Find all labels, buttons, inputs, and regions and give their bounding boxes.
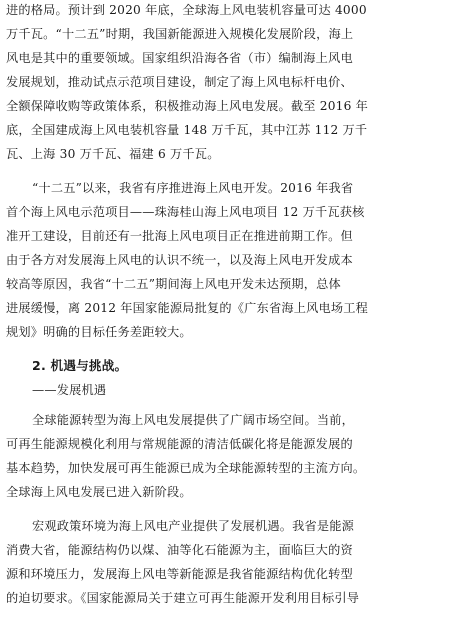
text-line: 底，全国建成海上风电装机容量 148 万千瓦，其中江苏 112 万千 [6, 123, 368, 137]
paragraph-start-line: 全球能源转型为海上风电发展提供了广阔市场空间。当前， [32, 413, 355, 427]
text-line: 较高等原因，我省“十二五”期间海上风电开发未达预期，总体 [6, 277, 341, 291]
text-line: 全球海上风电发展已进入新阶段。 [6, 485, 192, 499]
text-line: 的迫切要求。《国家能源局关于建立可再生能源开发利用目标引导 [6, 591, 360, 605]
text-line: 风电是其中的重要领域。国家组织沿海各省（市）编制海上风电 [6, 51, 353, 65]
text-line: 消费大省，能源结构仍以煤、油等化石能源为主，面临巨大的资 [6, 543, 353, 557]
text-line: 规划》明确的目标任务差距较大。 [6, 325, 192, 339]
text-line: 可再生能源规模化利用与常规能源的清洁低碳化将是能源发展的 [6, 437, 353, 451]
text-line: 由于各方对发展海上风电的认识不统一，以及海上风电开发成本 [6, 253, 353, 267]
text-line: 基本趋势，加快发展可再生能源已成为全球能源转型的主流方向。 [6, 461, 366, 475]
text-line: 发展规划，推动试点示范项目建设，制定了海上风电标杆电价、 [6, 75, 353, 89]
paragraph-start-line: “十二五”以来，我省有序推进海上风电开发。2016 年我省 [32, 181, 354, 195]
subsection-label: ——发展机遇 [32, 383, 107, 397]
text-line: 源和环境压力，发展海上风电等新能源是我省能源结构优化转型 [6, 567, 353, 581]
section-heading: 2. 机遇与挑战。 [32, 358, 128, 373]
text-line: 全额保障收购等政策体系，积极推动海上风电发展。截至 2016 年 [6, 99, 369, 113]
text-line: 进的格局。预计到 2020 年底，全球海上风电装机容量可达 4000 [6, 3, 367, 17]
text-line: 进展缓慢，离 2012 年国家能源局批复的《广东省海上风电场工程 [6, 301, 369, 315]
text-line: 万千瓦。“十二五”时期，我国新能源进入规模化发展阶段，海上 [6, 27, 354, 41]
text-line: 瓦、上海 30 万千瓦、福建 6 万千瓦。 [6, 147, 220, 161]
paragraph-start-line: 宏观政策环境为海上风电产业提供了发展机遇。我省是能源 [32, 519, 355, 533]
text-line: 首个海上风电示范项目——珠海桂山海上风电项目 12 万千瓦获核 [6, 205, 365, 219]
text-line: 准开工建设，目前还有一批海上风电项目正在推进前期工作。但 [6, 229, 353, 243]
